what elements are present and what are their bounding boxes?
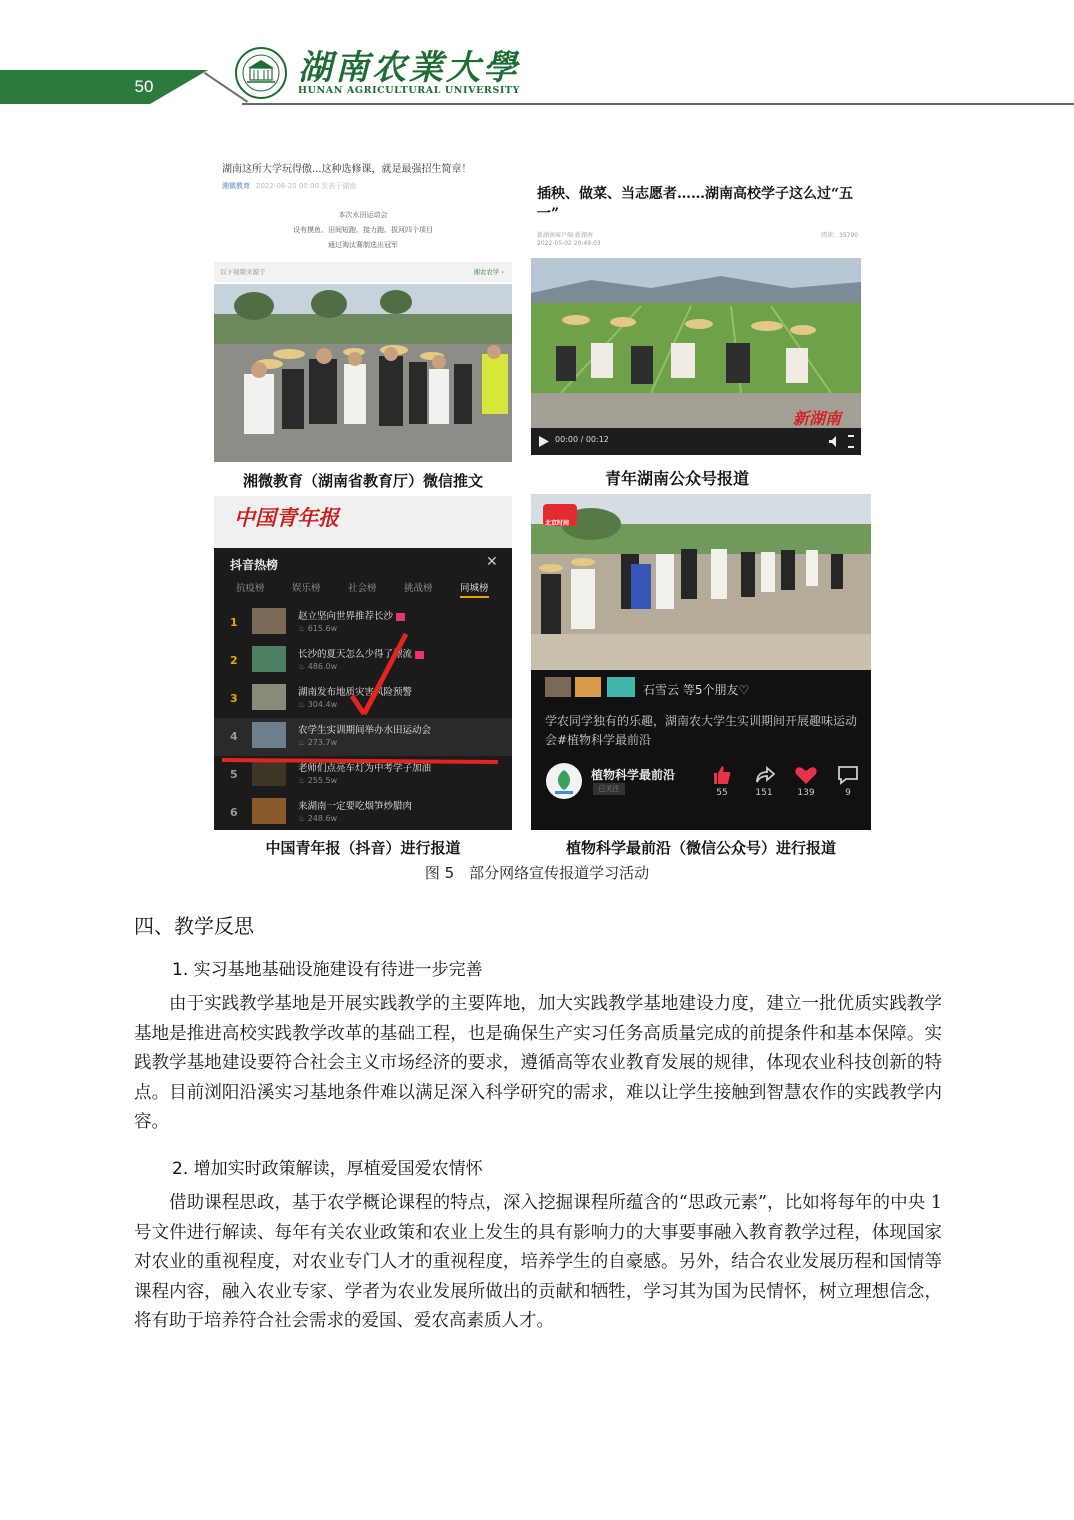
item-title: 赵立坚向世界推荐长沙 [298, 608, 405, 622]
article-line: 设有摸鱼、田间短跑、接力跑、拔河四个项目 [293, 226, 433, 234]
item-title: 长沙的夏天怎么少得了漂流 [298, 646, 424, 660]
friend-avatar [575, 677, 601, 697]
tab-antiepidemic[interactable]: 抗疫榜 [236, 583, 265, 594]
page-number: 50 [134, 77, 154, 96]
brand-logo: 中国青年报 [234, 505, 339, 530]
video-source-label: 以下视频来源于 [220, 268, 266, 276]
tab-entertainment[interactable]: 娱乐榜 [292, 583, 321, 594]
video-controls [531, 428, 861, 455]
share-icon[interactable] [749, 764, 779, 786]
university-name-en: HUNAN AGRICULTURAL UNIVERSITY [298, 85, 520, 96]
section-title: 四、教学反思 [134, 914, 254, 938]
heart-count: 139 [797, 788, 815, 798]
figure-caption: 图 5 部分网络宣传报道学习活动 [424, 864, 650, 882]
red-arrow-annotation [214, 626, 512, 766]
like-count: 55 [716, 788, 728, 798]
item-title: 来湖南一定要吃烟笋炒腊肉 [298, 801, 413, 812]
item-heat: ♨ 615.6w [298, 624, 338, 633]
panel-douyin-hotlist [214, 496, 512, 830]
panel2-caption: 青年湖南公众号报道 [604, 469, 749, 488]
panel3-caption: 中国青年报（抖音）进行报道 [265, 839, 461, 857]
thumbs-up-icon[interactable] [707, 764, 737, 786]
paragraph: 借助课程思政，基于农学概论课程的特点，深入挖掘课程所蕴含的“思政元素”，比如将每年的中央 1 号文件进行解读、每年有关农业政策和农业上发生的具有影响力的大事要事融入教育教学过程，体现国家对农业的重视程度，对农业专门人才的重视程度，培养学生的自豪感。另外，结合农业发展历程和国情等课程内容，融入农业专家、学者为农业发展所做出的贡献和牺牲，学习其为国为民情怀，树立理想信念，将有助于培养符合社会需求的爱国、爱农高素质人才。 [134, 1193, 942, 1331]
article-source: 湘微教育 [222, 182, 250, 190]
heart-icon[interactable] [791, 764, 821, 786]
close-icon[interactable]: ✕ [486, 554, 498, 570]
item-title: 湖南发布地质灾害风险预警 [298, 687, 413, 698]
panel-wechat-article [214, 152, 512, 462]
university-seal-icon [234, 46, 288, 100]
comment-count: 9 [845, 788, 851, 798]
news-reads: 阅读：35790 [821, 232, 859, 239]
tab-challenge[interactable]: 挑战榜 [404, 583, 433, 594]
hotlist-item[interactable] [214, 794, 512, 830]
rank-number: 3 [230, 692, 238, 705]
rank-number: 2 [230, 654, 238, 667]
video-source-bar [214, 262, 512, 282]
article-meta: 2022-06-20 00:00 发表于湖南 [256, 182, 357, 190]
item-title: 农学生实训期间举办水田运动会 [298, 725, 432, 736]
item-title: 老师们点亮车灯为中考学子加油 [298, 763, 432, 774]
header-rule [242, 103, 1074, 105]
group-photo-image [214, 284, 512, 462]
volume-icon[interactable] [829, 436, 841, 447]
share-count: 151 [755, 788, 773, 798]
item-heat: ♨ 273.7w [298, 738, 338, 747]
university-name-cn: 湖南农業大學 [298, 48, 520, 88]
rank-number: 6 [230, 806, 238, 819]
video-watermark: 新湖南 [793, 409, 842, 428]
comment-icon[interactable] [833, 764, 863, 786]
brand-bar [214, 496, 512, 548]
rank-number: 5 [230, 768, 238, 781]
hotlist-title: 抖音热榜 [230, 558, 279, 572]
friend-avatar [545, 677, 571, 697]
item-thumbnail [252, 798, 286, 824]
panel-news-article [531, 180, 861, 455]
rice-field-video-frame [531, 258, 861, 428]
video-source-account: 湘农农学 › [473, 268, 504, 276]
post-description: 学农同学独有的乐趣，湖南农大学生实训期间开展趣味运动会#植物科学最前沿 [545, 714, 858, 747]
item-heat: ♨ 255.5w [298, 776, 338, 785]
field-race-video-frame [531, 494, 871, 670]
item-heat: ♨ 248.6w [298, 814, 338, 823]
play-icon[interactable] [539, 436, 549, 447]
tab-society[interactable]: 社会榜 [348, 583, 377, 594]
panel-wechat-video [531, 494, 871, 830]
new-badge-icon [396, 613, 405, 621]
article-title: 湖南这所大学玩得傲...这种选修课，就是最强招生简章！ [222, 164, 472, 175]
subsection-title: 2. 增加实时政策解读，厚植爱国爱农情怀 [172, 1159, 483, 1179]
account-avatar[interactable] [545, 762, 583, 800]
rank-number: 1 [230, 616, 238, 629]
item-heat: ♨ 304.4w [298, 700, 338, 709]
panel1-caption: 湘微教育（湖南省教育厅）微信推文 [242, 472, 483, 490]
news-title: 插秧、做菜、当志愿者……湖南高校学子这么过“五一” [537, 186, 854, 222]
account-name[interactable]: 植物科学最前沿 [591, 768, 676, 782]
video-time: 00:00 / 00:12 [555, 435, 609, 444]
fullscreen-icon[interactable] [847, 435, 855, 448]
paragraph: 由于实践教学基地是开展实践教学的主要阵地，加大实践教学基地建设力度，建立一批优质实践教学基地是推进高校实践教学改革的基础工程，也是确保生产实习任务高质量完成的前提条件和基本保障。实践教学基地建设要符合社会主义市场经济的要求，遵循高等农业教育发展的规律，体现农业科技创新的特点。目前浏阳沿溪实习基地条件难以满足深入科学研究的需求，难以让学生接触到智慧农作的实践教学内容。 [134, 994, 942, 1132]
friends-liked: 石雪云 等5个朋友♡ [643, 683, 750, 697]
follow-status[interactable]: 已关注 [593, 783, 625, 795]
subsection-title: 1. 实习基地基础设施建设有待进一步完善 [172, 960, 483, 980]
tab-local[interactable]: 同城榜 [460, 580, 489, 598]
channel-badge: 北京时间 [545, 520, 570, 527]
item-heat: ♨ 486.0w [298, 662, 338, 671]
article-line: 通过淘汰赛制选出冠军 [328, 241, 398, 249]
panel4-caption: 植物科学最前沿（微信公众号）进行报道 [565, 839, 836, 857]
friend-avatar [607, 677, 635, 697]
news-date: 2022-05-02 20:49:03 [537, 240, 601, 247]
rank-number: 4 [230, 730, 238, 743]
article-line: 本次水田运动会 [338, 211, 388, 219]
news-source: 新湖南客户端·新湖南 [537, 232, 593, 239]
